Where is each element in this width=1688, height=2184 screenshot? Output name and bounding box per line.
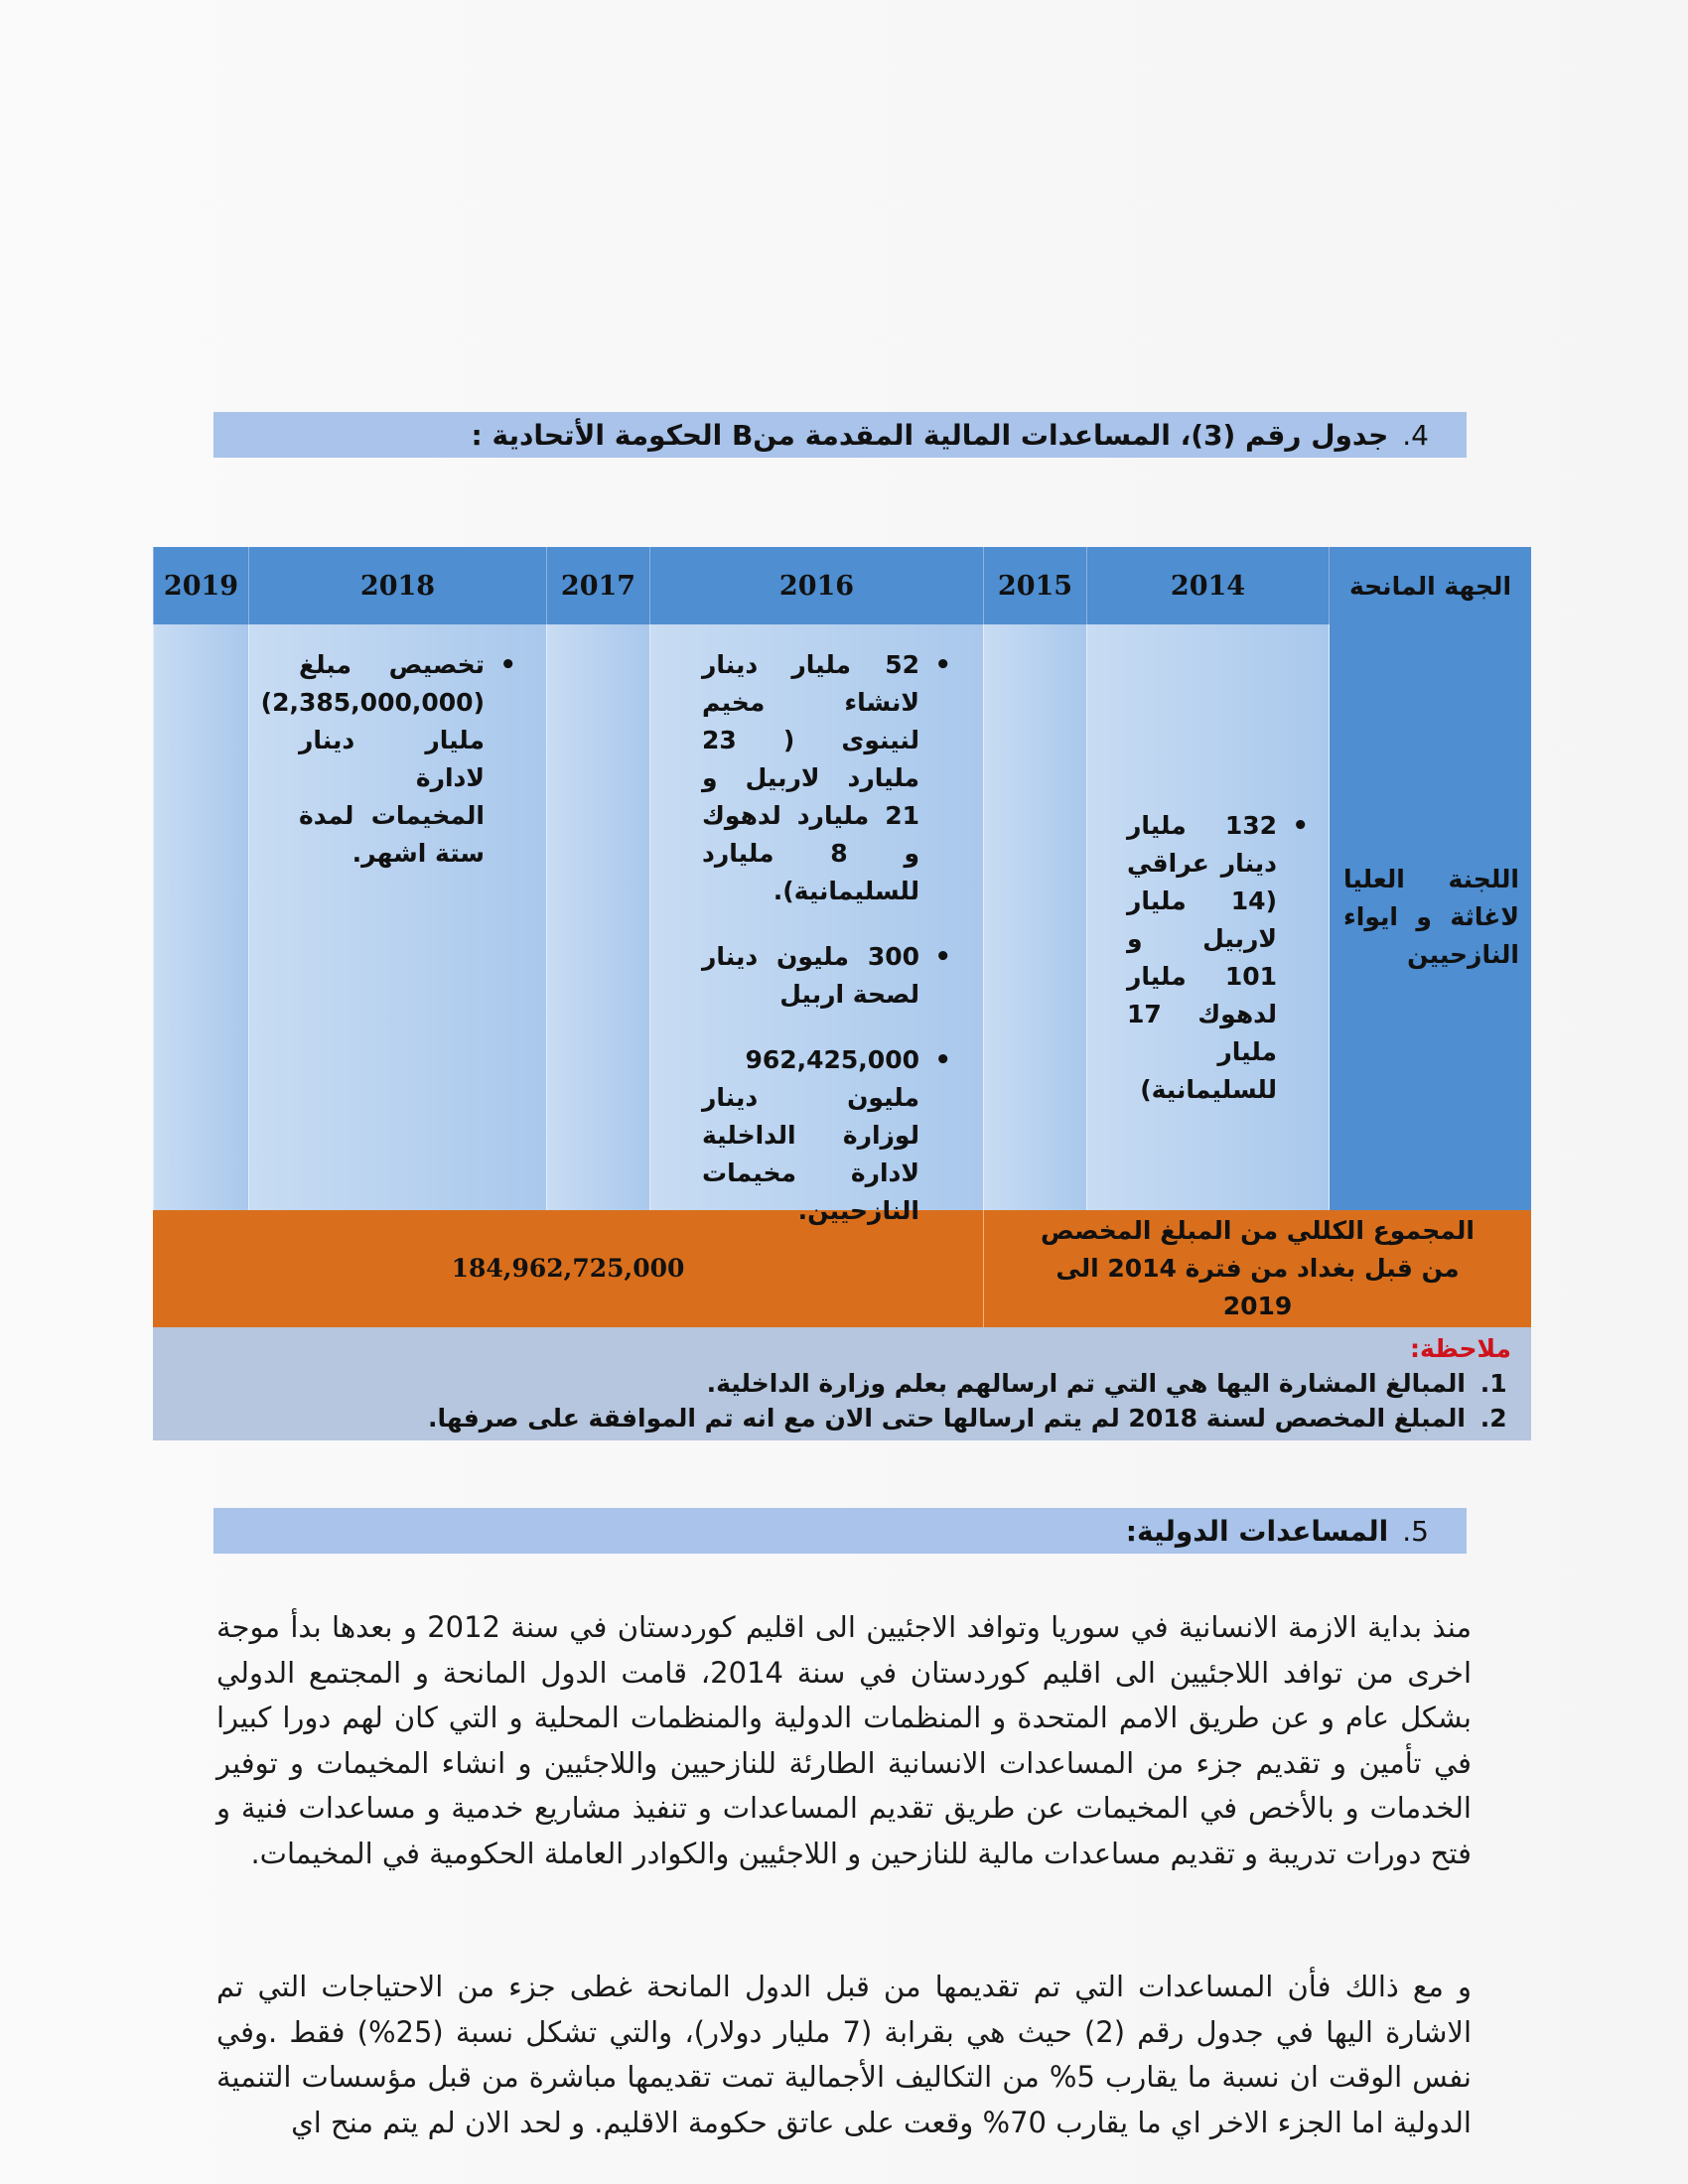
section-5-heading (213, 1508, 1467, 1554)
table-header-row (153, 547, 1531, 624)
list-2014 (1127, 807, 1307, 1137)
header-2017: 2017 (546, 547, 649, 624)
grants-table (153, 547, 1531, 1440)
section-5-title: المساعدات الدولية: (1125, 1514, 1389, 1548)
note-title: ملاحظة: (1410, 1334, 1511, 1363)
paragraph-1: منذ بداية الازمة الانسانية في سوريا وتوافد الاجئيين الى اقليم كوردستان في سنة 2012 و بعدها بدأ موجة اخرى من توافد اللاجئيين الى اقليم كوردستان في سنة 2014، قامت الدول المانحة و المجتمع الدولي بشكل عام و عن طريق الامم المتحدة و المنظمات الدولية والمنظمات المحلية و التي كان لهم دورا كبيرا في تأمين و تقديم جزء من المساعدات الانسانية الطارئة للنازحيين واللاجئيين و انشاء المخيمات و توفير الخدمات و بالأخص في المخيمات عن طريق تقديم المساعدات و تنفيذ مشاريع خدمية و مساعدات فنية و فتح دورات تدريبة و تقديم مساعدات مالية للنازحين و اللاجئيين والكوادر العاملة الحكومية في المخيمات. (216, 1610, 1472, 1870)
cell-2015 (983, 624, 1086, 1210)
header-2016: 2016 (649, 547, 983, 624)
cell-2016 (649, 624, 983, 1225)
header-2014: 2014 (1086, 547, 1329, 624)
note-list (212, 1366, 1511, 1435)
donor-cell: اللجنة العليا لاغاثة و ايواء النازحيين (1329, 624, 1531, 1210)
total-label: المجموع الكللي من المبلغ المخصص من قبل بغداد من فترة 2014 الى 2019 (983, 1210, 1531, 1327)
header-2018: 2018 (248, 547, 546, 624)
header-2015: 2015 (983, 547, 1086, 624)
note-box (153, 1327, 1531, 1440)
note-item: 2. المبلغ المخصص لسنة 2018 لم يتم ارسالها حتى الان مع انه تم الموافقة على صرفها. (212, 1401, 1472, 1435)
cell-2017 (546, 624, 649, 1210)
header-donor: الجهة المانحة (1329, 547, 1531, 624)
header-2019: 2019 (153, 547, 248, 624)
section-4-title: جدول رقم (3)، المساعدات المالية المقدمة منB الحكومة الأتحادية : (471, 418, 1389, 452)
section-4-heading (213, 412, 1467, 458)
list-item: • 52 مليار دينار لانشاء مخيم لنينوى ( 23 مليارد لاربيل و 21 مليارد لدهوك و 8 مليارد للسليمانية). (702, 646, 919, 910)
cell-2014 (1086, 624, 1329, 1210)
note-item: 1. المبالغ المشارة اليها هي التي تم ارسالهم بعلم وزارة الداخلية. (212, 1366, 1472, 1401)
total-value: 184,962,725,000 (153, 1210, 983, 1327)
paragraph-2: و مع ذالك فأن المساعدات التي تم تقديمها من قبل الدول المانحة غطى جزء من الاحتياجات التي تم الاشارة اليها في جدول رقم (2) حيث هي بقرابة (7 مليار دولار)، والتي تشكل نسبة (25%) فقط .وفي نفس الوقت ان نسبة ما يقارب 5% من التكاليف الأجمالية تمت تقديمها مباشرة من قبل مؤسسات التنمية الدولية اما الجزء الاخر اي ما يقارب 70% وقعت على عاتق حكومة الاقليم. و لحد الان لم يتم منح اي (216, 1970, 1472, 2139)
list-item: • 132 مليار دينار عراقي (14 مليار لاربيل و 101 مليار لدهوك 17 مليار للسليمانية) (1127, 807, 1277, 1109)
section-4-number: 4. (1402, 418, 1429, 452)
list-item: • 300 مليون دينار لصحة اربيل (702, 938, 919, 1014)
section-5-number: 5. (1402, 1514, 1429, 1548)
table-row (153, 624, 1531, 1225)
list-2016 (702, 646, 949, 1230)
list-item: • تخصيص مبلغ (2,385,000,000) مليار دينار لادارة المخيمات لمدة ستة اشهر. (299, 646, 485, 873)
list-item: • 962,425,000 مليون دينار لوزارة الداخلية لادارة مخيمات النازحيين. (702, 1041, 919, 1230)
cell-2019 (153, 624, 248, 1210)
list-2018 (260, 646, 514, 873)
cell-2018 (248, 624, 546, 1210)
